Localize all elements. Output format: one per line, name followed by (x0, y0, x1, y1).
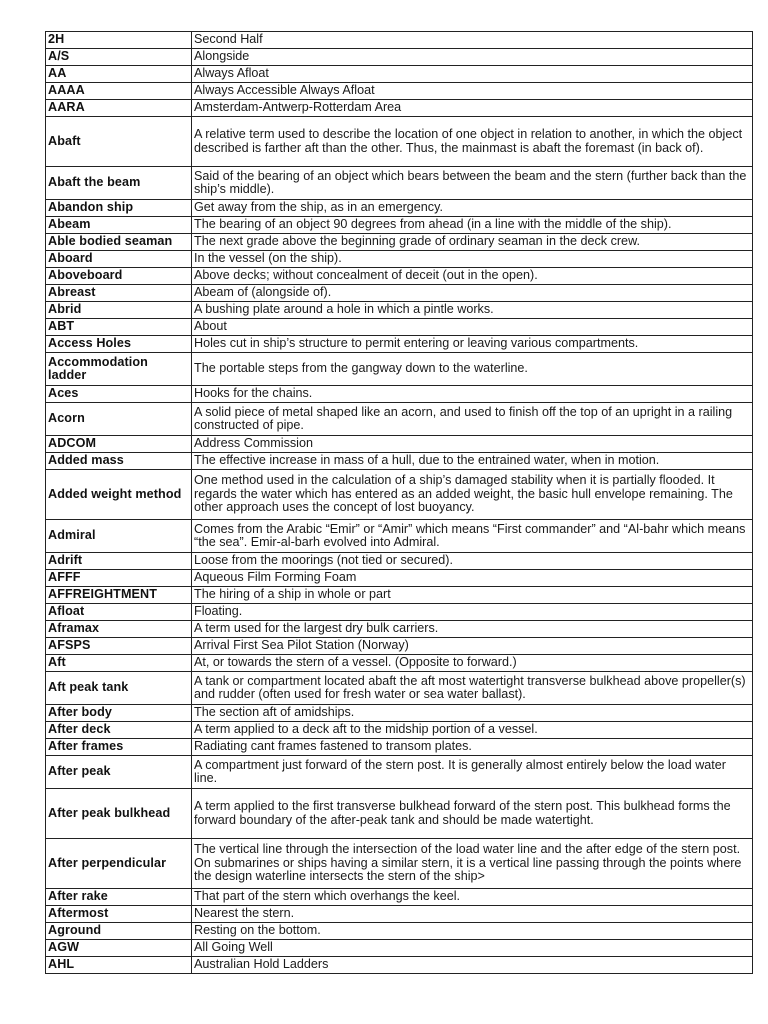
table-row (46, 672, 753, 705)
definition-cell: Hooks for the chains. (192, 386, 753, 403)
term-cell: After frames (46, 739, 192, 756)
definition-cell: A term applied to a deck aft to the midship portion of a vessel. (192, 722, 753, 739)
definition-cell: Above decks; without concealment of deceit (out in the open). (192, 268, 753, 285)
definition-cell: A compartment just forward of the stern post. It is generally almost entirely below the load water line. (192, 756, 753, 789)
definition-cell: About (192, 319, 753, 336)
definition-cell: Loose from the moorings (not tied or secured). (192, 553, 753, 570)
definition-cell: A term applied to the first transverse bulkhead forward of the stern post. This bulkhead forms the forward boundary of the after-peak tank and should be made watertight. (192, 789, 753, 839)
table-row (46, 889, 753, 906)
definition-cell: Always Afloat (192, 66, 753, 83)
term-cell: Aframax (46, 621, 192, 638)
definition-cell: At, or towards the stern of a vessel. (Opposite to forward.) (192, 655, 753, 672)
term-cell: Aftermost (46, 906, 192, 923)
table-row (46, 200, 753, 217)
term-cell: Able bodied seaman (46, 234, 192, 251)
table-row (46, 83, 753, 100)
definition-cell: A bushing plate around a hole in which a pintle works. (192, 302, 753, 319)
term-cell: Aces (46, 386, 192, 403)
definition-cell: Said of the bearing of an object which bears between the beam and the stern (further back than the ship’s middle). (192, 167, 753, 200)
term-cell: Adrift (46, 553, 192, 570)
table-row (46, 705, 753, 722)
definition-cell: Abeam of (alongside of). (192, 285, 753, 302)
term-cell: Abaft the beam (46, 167, 192, 200)
definition-cell: The hiring of a ship in whole or part (192, 587, 753, 604)
table-row (46, 302, 753, 319)
term-cell: Abandon ship (46, 200, 192, 217)
term-cell: AFFF (46, 570, 192, 587)
definition-cell: The section aft of amidships. (192, 705, 753, 722)
definition-cell: Arrival First Sea Pilot Station (Norway) (192, 638, 753, 655)
term-cell: Aboveboard (46, 268, 192, 285)
definition-cell: Alongside (192, 49, 753, 66)
term-cell: Aft (46, 655, 192, 672)
table-row (46, 587, 753, 604)
table-row (46, 319, 753, 336)
table-row (46, 839, 753, 889)
term-cell: AGW (46, 940, 192, 957)
table-row (46, 789, 753, 839)
term-cell: AAAA (46, 83, 192, 100)
term-cell: AFSPS (46, 638, 192, 655)
term-cell: After peak bulkhead (46, 789, 192, 839)
table-row (46, 167, 753, 200)
term-cell: ABT (46, 319, 192, 336)
term-cell: After perpendicular (46, 839, 192, 889)
term-cell: AFFREIGHTMENT (46, 587, 192, 604)
glossary-body (46, 32, 753, 974)
table-row (46, 923, 753, 940)
definition-cell: The bearing of an object 90 degrees from ahead (in a line with the middle of the ship). (192, 217, 753, 234)
term-cell: After body (46, 705, 192, 722)
term-cell: Added mass (46, 453, 192, 470)
definition-cell: The vertical line through the intersection of the load water line and the after edge of the stern post. On submarines or ships having a similar stern, it is a vertical line passing through the points where the design waterline intersects the stern of the ship> (192, 839, 753, 889)
term-cell: AA (46, 66, 192, 83)
table-row (46, 217, 753, 234)
definition-cell: The effective increase in mass of a hull, due to the entrained water, when in motion. (192, 453, 753, 470)
definition-cell: Comes from the Arabic “Emir” or “Amir” which means “First commander” and “Al-bahr which means “the sea”. Emir-al-barh evolved into Admiral. (192, 520, 753, 553)
definition-cell: A relative term used to describe the location of one object in relation to another, in which the object described is farther aft than the other. Thus, the mainmast is abaft the foremast (in back of). (192, 117, 753, 167)
table-row (46, 117, 753, 167)
definition-cell: One method used in the calculation of a ship’s damaged stability when it is partially flooded. It regards the water which has entered as an added weight, the basic hull envelope remaining. The other approach uses the concept of lost buoyancy. (192, 470, 753, 520)
term-cell: Accommodation ladder (46, 353, 192, 386)
definition-cell: A tank or compartment located abaft the aft most watertight transverse bulkhead above propeller(s) and rudder (often used for fresh water or sea water ballast). (192, 672, 753, 705)
definition-cell: The next grade above the beginning grade of ordinary seaman in the deck crew. (192, 234, 753, 251)
definition-cell: A solid piece of metal shaped like an acorn, and used to finish off the top of an upright in a railing constructed of pipe. (192, 403, 753, 436)
term-cell: After deck (46, 722, 192, 739)
definition-cell: The portable steps from the gangway down to the waterline. (192, 353, 753, 386)
term-cell: Abeam (46, 217, 192, 234)
definition-cell: Radiating cant frames fastened to transom plates. (192, 739, 753, 756)
term-cell: Admiral (46, 520, 192, 553)
table-row (46, 336, 753, 353)
table-row (46, 32, 753, 49)
table-row (46, 520, 753, 553)
definition-cell: Get away from the ship, as in an emergency. (192, 200, 753, 217)
table-row (46, 285, 753, 302)
table-row (46, 49, 753, 66)
table-row (46, 621, 753, 638)
definition-cell: All Going Well (192, 940, 753, 957)
term-cell: Aground (46, 923, 192, 940)
term-cell: Aboard (46, 251, 192, 268)
definition-cell: Amsterdam-Antwerp-Rotterdam Area (192, 100, 753, 117)
term-cell: Afloat (46, 604, 192, 621)
table-row (46, 66, 753, 83)
definition-cell: Holes cut in ship’s structure to permit entering or leaving various compartments. (192, 336, 753, 353)
definition-cell: Australian Hold Ladders (192, 957, 753, 974)
definition-cell: A term used for the largest dry bulk carriers. (192, 621, 753, 638)
term-cell: After peak (46, 756, 192, 789)
table-row (46, 655, 753, 672)
term-cell: Aft peak tank (46, 672, 192, 705)
definition-cell: Address Commission (192, 436, 753, 453)
definition-cell: Nearest the stern. (192, 906, 753, 923)
table-row (46, 739, 753, 756)
term-cell: Added weight method (46, 470, 192, 520)
term-cell: 2H (46, 32, 192, 49)
term-cell: Acorn (46, 403, 192, 436)
table-row (46, 638, 753, 655)
definition-cell: In the vessel (on the ship). (192, 251, 753, 268)
table-row (46, 353, 753, 386)
term-cell: Abaft (46, 117, 192, 167)
table-row (46, 268, 753, 285)
table-row (46, 940, 753, 957)
table-row (46, 756, 753, 789)
table-row (46, 453, 753, 470)
term-cell: ADCOM (46, 436, 192, 453)
table-row (46, 436, 753, 453)
definition-cell: Resting on the bottom. (192, 923, 753, 940)
term-cell: Abrid (46, 302, 192, 319)
table-row (46, 386, 753, 403)
table-row (46, 100, 753, 117)
definition-cell: Aqueous Film Forming Foam (192, 570, 753, 587)
term-cell: A/S (46, 49, 192, 66)
table-row (46, 234, 753, 251)
definition-cell: Floating. (192, 604, 753, 621)
table-row (46, 470, 753, 520)
term-cell: Abreast (46, 285, 192, 302)
term-cell: After rake (46, 889, 192, 906)
table-row (46, 553, 753, 570)
glossary-table (45, 31, 753, 974)
term-cell: Access Holes (46, 336, 192, 353)
table-row (46, 570, 753, 587)
table-row (46, 957, 753, 974)
definition-cell: Second Half (192, 32, 753, 49)
table-row (46, 906, 753, 923)
term-cell: AARA (46, 100, 192, 117)
table-row (46, 251, 753, 268)
definition-cell: Always Accessible Always Afloat (192, 83, 753, 100)
table-row (46, 403, 753, 436)
table-row (46, 722, 753, 739)
term-cell: AHL (46, 957, 192, 974)
table-row (46, 604, 753, 621)
definition-cell: That part of the stern which overhangs the keel. (192, 889, 753, 906)
